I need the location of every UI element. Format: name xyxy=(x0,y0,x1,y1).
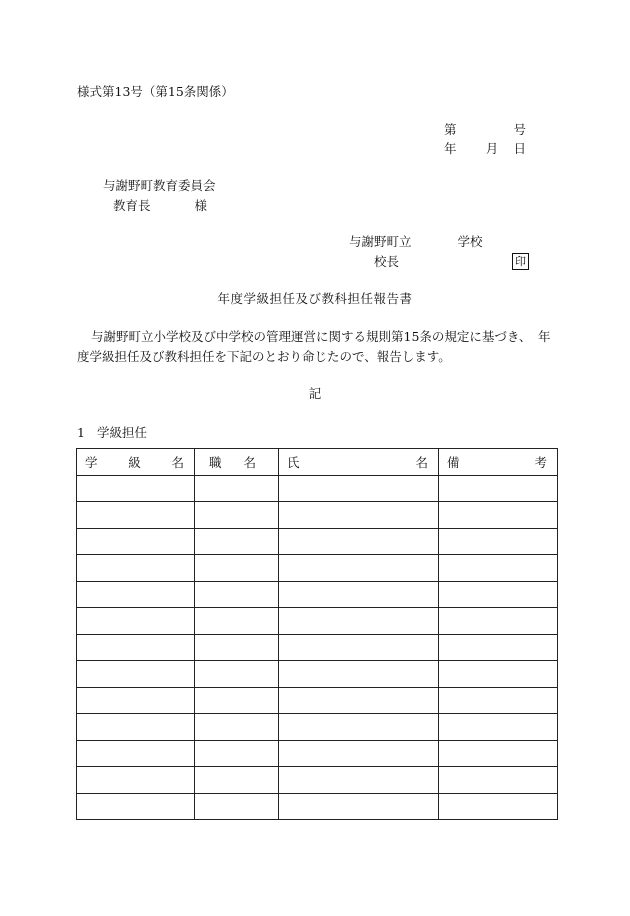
table-row xyxy=(77,767,558,794)
seal-mark: 印 xyxy=(512,253,529,270)
table-cell[interactable] xyxy=(279,634,439,661)
table-cell[interactable] xyxy=(195,528,279,555)
table-cell[interactable] xyxy=(77,767,195,794)
table-cell[interactable] xyxy=(439,608,558,635)
body-text-line-2: 度学級担任及び教科担任を下記のとおり命じたので、報告します。 xyxy=(77,349,451,364)
sender-school-line xyxy=(349,236,483,249)
table-cell[interactable] xyxy=(439,581,558,608)
header-full-name xyxy=(279,449,439,476)
header-char: 考 xyxy=(534,454,547,470)
table-cell[interactable] xyxy=(195,555,279,582)
header-char: 氏 xyxy=(287,454,300,470)
table-cell[interactable] xyxy=(439,555,558,582)
table-cell[interactable] xyxy=(279,608,439,635)
date-line xyxy=(444,143,526,156)
table-cell[interactable] xyxy=(195,475,279,502)
addressee-title-line xyxy=(113,200,207,213)
table-row xyxy=(77,581,558,608)
header-class-name xyxy=(77,449,195,476)
homeroom-table xyxy=(76,448,558,820)
report-title: 年度学級担任及び教科担任報告書 xyxy=(217,291,413,306)
table-cell[interactable] xyxy=(279,555,439,582)
section-number: 1 xyxy=(77,425,85,440)
section-heading xyxy=(77,427,147,440)
table-cell[interactable] xyxy=(77,634,195,661)
table-cell[interactable] xyxy=(77,608,195,635)
table-cell[interactable] xyxy=(77,581,195,608)
table-cell[interactable] xyxy=(77,661,195,688)
table-cell[interactable] xyxy=(77,475,195,502)
table-row xyxy=(77,555,558,582)
table-cell[interactable] xyxy=(77,740,195,767)
table-cell[interactable] xyxy=(77,502,195,529)
addressee-title: 教育長 xyxy=(113,198,151,213)
table-cell[interactable] xyxy=(279,687,439,714)
table-cell[interactable] xyxy=(279,502,439,529)
body-line1-end: 年 xyxy=(538,329,551,344)
table-row xyxy=(77,740,558,767)
table-body xyxy=(77,475,558,820)
table-cell[interactable] xyxy=(279,661,439,688)
body-line1-text: 与謝野町立小学校及び中学校の管理運営に関する規則第15条の規定に基づき、 xyxy=(91,329,532,344)
table-cell[interactable] xyxy=(77,528,195,555)
number-go: 号 xyxy=(513,122,526,137)
table-cell[interactable] xyxy=(439,634,558,661)
table-cell[interactable] xyxy=(279,475,439,502)
table-cell[interactable] xyxy=(439,502,558,529)
table-header-row xyxy=(77,449,558,476)
addressee-honorific: 様 xyxy=(194,198,208,213)
school-prefix: 与謝野町立 xyxy=(349,234,412,249)
header-char: 名 xyxy=(243,454,257,470)
header-char: 名 xyxy=(415,454,428,470)
table-row xyxy=(77,687,558,714)
table-cell[interactable] xyxy=(439,793,558,820)
date-day: 日 xyxy=(513,141,526,156)
document-number-line xyxy=(444,124,526,137)
table-row xyxy=(77,528,558,555)
header-char: 職 xyxy=(209,454,222,470)
table-cell[interactable] xyxy=(279,740,439,767)
date-month: 月 xyxy=(485,141,499,156)
table-cell[interactable] xyxy=(279,793,439,820)
table-cell[interactable] xyxy=(279,767,439,794)
table-cell[interactable] xyxy=(195,634,279,661)
table-row xyxy=(77,475,558,502)
form-number: 様式第13号（第15条関係） xyxy=(77,84,234,99)
header-char: 備 xyxy=(447,454,460,470)
table-cell[interactable] xyxy=(439,475,558,502)
table-row xyxy=(77,608,558,635)
sender-principal: 校長 xyxy=(374,254,400,269)
table-cell[interactable] xyxy=(195,793,279,820)
table-cell[interactable] xyxy=(439,687,558,714)
header-char: 学 xyxy=(85,454,98,470)
table-row xyxy=(77,714,558,741)
table-cell[interactable] xyxy=(77,793,195,820)
addressee-board: 与謝野町教育委員会 xyxy=(103,178,216,193)
table-cell[interactable] xyxy=(195,608,279,635)
header-char: 級 xyxy=(128,454,141,470)
table-cell[interactable] xyxy=(195,502,279,529)
table-cell[interactable] xyxy=(195,581,279,608)
header-char: 名 xyxy=(171,454,184,470)
table-row xyxy=(77,661,558,688)
table-row xyxy=(77,634,558,661)
table-cell[interactable] xyxy=(439,528,558,555)
table-cell[interactable] xyxy=(195,740,279,767)
table-cell[interactable] xyxy=(279,581,439,608)
table-cell[interactable] xyxy=(439,740,558,767)
table-cell[interactable] xyxy=(195,767,279,794)
table-cell[interactable] xyxy=(195,687,279,714)
table-cell[interactable] xyxy=(77,555,195,582)
table-row xyxy=(77,793,558,820)
school-suffix: 学校 xyxy=(457,234,483,249)
table-cell[interactable] xyxy=(279,714,439,741)
section-title: 学級担任 xyxy=(96,425,147,440)
table-row xyxy=(77,502,558,529)
table-cell[interactable] xyxy=(195,661,279,688)
table-cell[interactable] xyxy=(77,687,195,714)
body-text-line-1 xyxy=(91,329,551,344)
table-cell[interactable] xyxy=(439,714,558,741)
number-dai: 第 xyxy=(444,122,457,137)
table-cell[interactable] xyxy=(439,661,558,688)
header-remarks xyxy=(439,449,558,476)
date-year: 年 xyxy=(444,141,457,156)
ki-heading: 記 xyxy=(308,386,322,401)
table-cell[interactable] xyxy=(279,528,439,555)
table-cell[interactable] xyxy=(439,767,558,794)
header-position xyxy=(195,449,279,476)
table-cell[interactable] xyxy=(77,714,195,741)
table-cell[interactable] xyxy=(195,714,279,741)
